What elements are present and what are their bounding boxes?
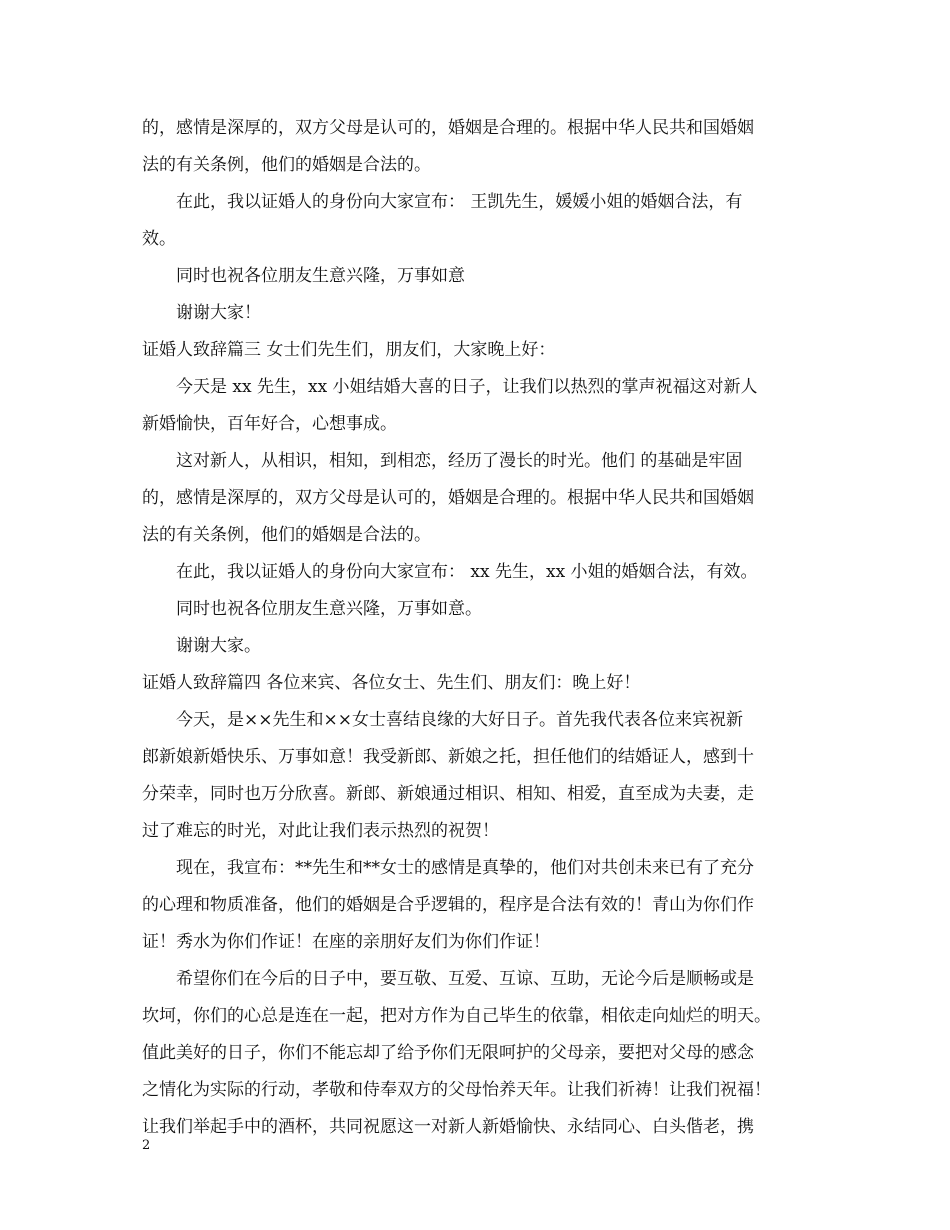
- text-line: 在此，我以证婚人的身份向大家宣布： 王凯先生，媛媛小姐的婚姻合法，有: [176, 192, 743, 212]
- text-line: 希望你们在今后的日子中，要互敬、互爱、互谅、互助，无论今后是顺畅或是: [176, 969, 754, 989]
- text-line: 效。: [142, 229, 176, 249]
- text-line: 这对新人，从相识，相知，到相恋，经历了漫长的时光。他们 的基础是牢固: [176, 451, 743, 471]
- text-line: 让我们举起手中的酒杯，共同祝愿这一对新人新婚愉快、永结同心、白头偕老，携: [142, 1117, 754, 1137]
- text-line: 坎坷，你们的心总是连在一起，把对方作为自己毕生的依靠，相依走向灿烂的明天。: [142, 1006, 771, 1026]
- text-line: 新婚愉快，百年好合，心想事成。: [142, 414, 397, 434]
- text-line: 之情化为实际的行动，孝敬和侍奉双方的父母怡养天年。让我们祈祷！让我们祝福！: [142, 1080, 771, 1100]
- text-line: 过了难忘的时光，对此让我们表示热烈的祝贺！: [142, 821, 499, 841]
- page-number: 2: [142, 1138, 151, 1153]
- text-line: 分荣幸，同时也万分欣喜。新郎、新娘通过相识、相知、相爱，直至成为夫妻，走: [142, 784, 754, 804]
- text-line: 谢谢大家！: [176, 303, 261, 323]
- text-line: 的，感情是深厚的，双方父母是认可的，婚姻是合理的。根据中华人民共和国婚姻: [142, 488, 754, 508]
- text-line: 法的有关条例，他们的婚姻是合法的。: [142, 155, 431, 175]
- text-line: 法的有关条例，他们的婚姻是合法的。: [142, 525, 431, 545]
- text-line: 同时也祝各位朋友生意兴隆，万事如意: [176, 266, 465, 286]
- text-line: 同时也祝各位朋友生意兴隆，万事如意。: [176, 599, 482, 619]
- text-line: 郎新娘新婚快乐、万事如意！我受新郎、新娘之托，担任他们的结婚证人，感到十: [142, 747, 754, 767]
- text-line: 在此，我以证婚人的身份向大家宣布： xx 先生，xx 小姐的婚姻合法，有效。: [176, 562, 758, 582]
- text-line: 现在，我宣布：**先生和**女士的感情是真挚的，他们对共创未来已有了充分: [176, 858, 754, 878]
- section-heading: 证婚人致辞篇三 女士们先生们，朋友们，大家晚上好：: [142, 340, 556, 360]
- text-line: 今天是 xx 先生，xx 小姐结婚大喜的日子，让我们以热烈的掌声祝福这对新人: [176, 377, 758, 397]
- text-line: 的心理和物质准备，他们的婚姻是合乎逻辑的，程序是合法有效的！青山为你们作: [142, 895, 754, 915]
- body-text: [142, 110, 822, 1146]
- text-line: 的，感情是深厚的，双方父母是认可的，婚姻是合理的。根据中华人民共和国婚姻: [142, 118, 754, 138]
- section-heading: 证婚人致辞篇四 各位来宾、各位女士、先生们、朋友们：晚上好！: [142, 673, 641, 693]
- text-line: 值此美好的日子，你们不能忘却了给予你们无限呵护的父母亲，要把对父母的感念: [142, 1043, 754, 1063]
- text-line: 谢谢大家。: [176, 636, 261, 656]
- text-line: 今天，是××先生和××女士喜结良缘的大好日子。首先我代表各位来宾祝新: [176, 710, 743, 730]
- text-line: 证！秀水为你们作证！在座的亲朋好友们为你们作证！: [142, 932, 550, 952]
